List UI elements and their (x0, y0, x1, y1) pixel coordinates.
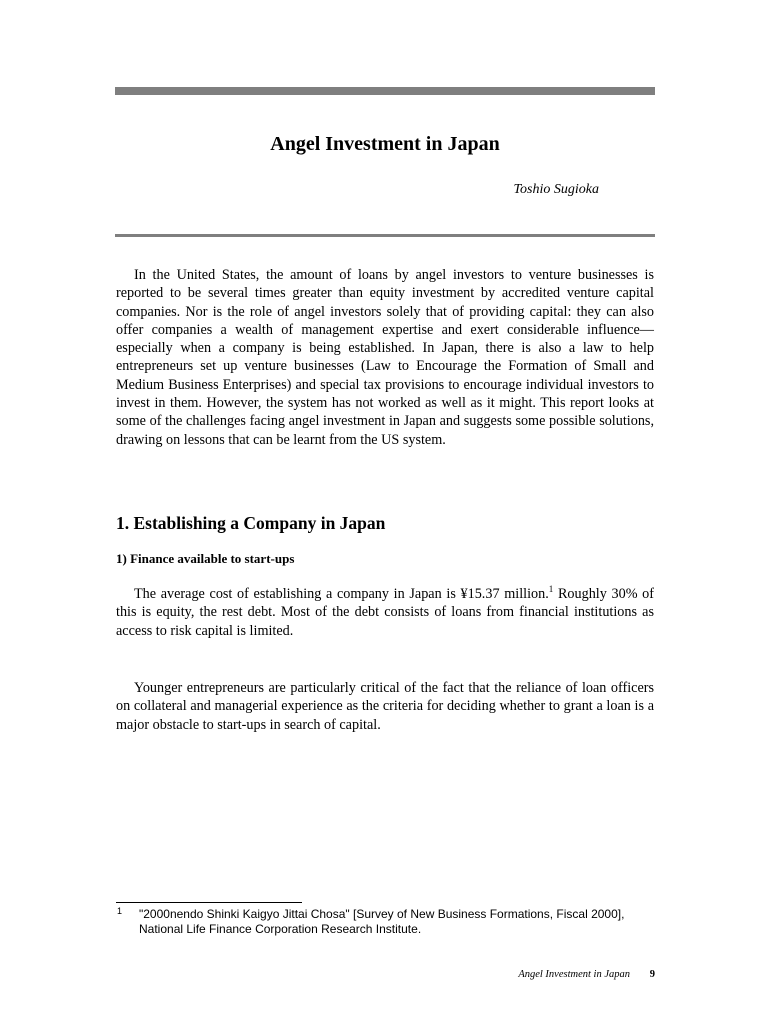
top-rule (115, 87, 655, 95)
intro-paragraph: In the United States, the amount of loans by angel investors to venture businesses is reported to be several times greater than equity investment by accredited venture capital companies. Nor is the role of angel investors solely that of providing capital: they can also offer companies a wealth of management expertise and exert considerable influence—especially when a company is being established. In Japan, there is also a law to help entrepreneurs set up venture businesses (Law to Encourage the Formation of Small and Medium Business Enterprises) and special tax provisions to encourage individual investors to invest in them. However, the system has not worked as well as it might. This report looks at some of the challenges facing angel investment in Japan and suggests some possible solutions, drawing on lessons that can be learnt from the US system. (116, 267, 654, 448)
subsection-heading: 1) Finance available to start-ups (116, 551, 295, 566)
title-divider (115, 234, 655, 237)
footnote-text: "2000nendo Shinki Kaigyo Jittai Chosa" [Survey of New Business Formations, Fiscal 2000], National Life Finance Corporation Research Institute. (139, 907, 625, 936)
running-title: Angel Investment in Japan (518, 969, 630, 980)
footnote-mark: 1 (117, 906, 123, 916)
body-text: The average cost of establishing a company in Japan is ¥15.37 million. (134, 586, 549, 602)
section-heading: 1. Establishing a Company in Japan (116, 513, 386, 533)
page-number: 9 (649, 969, 655, 980)
body-paragraph-cost (116, 585, 654, 640)
page-title: Angel Investment in Japan (270, 133, 500, 155)
body-paragraph-entrepreneurs: Younger entrepreneurs are particularly critical of the fact that the reliance of loan officers on collateral and managerial experience as the criteria for deciding whether to grant a loan is a major obstacle to start-ups in search of capital. (116, 680, 654, 733)
footnote-ref[interactable]: 1 (548, 584, 554, 594)
footnote-divider (116, 902, 302, 903)
body-text: Roughly 30% of this is equity, the rest debt. Most of the debt consists of loans from financial institutions as access to risk capital is limited. (116, 586, 655, 639)
author-name: Toshio Sugioka (513, 182, 599, 197)
